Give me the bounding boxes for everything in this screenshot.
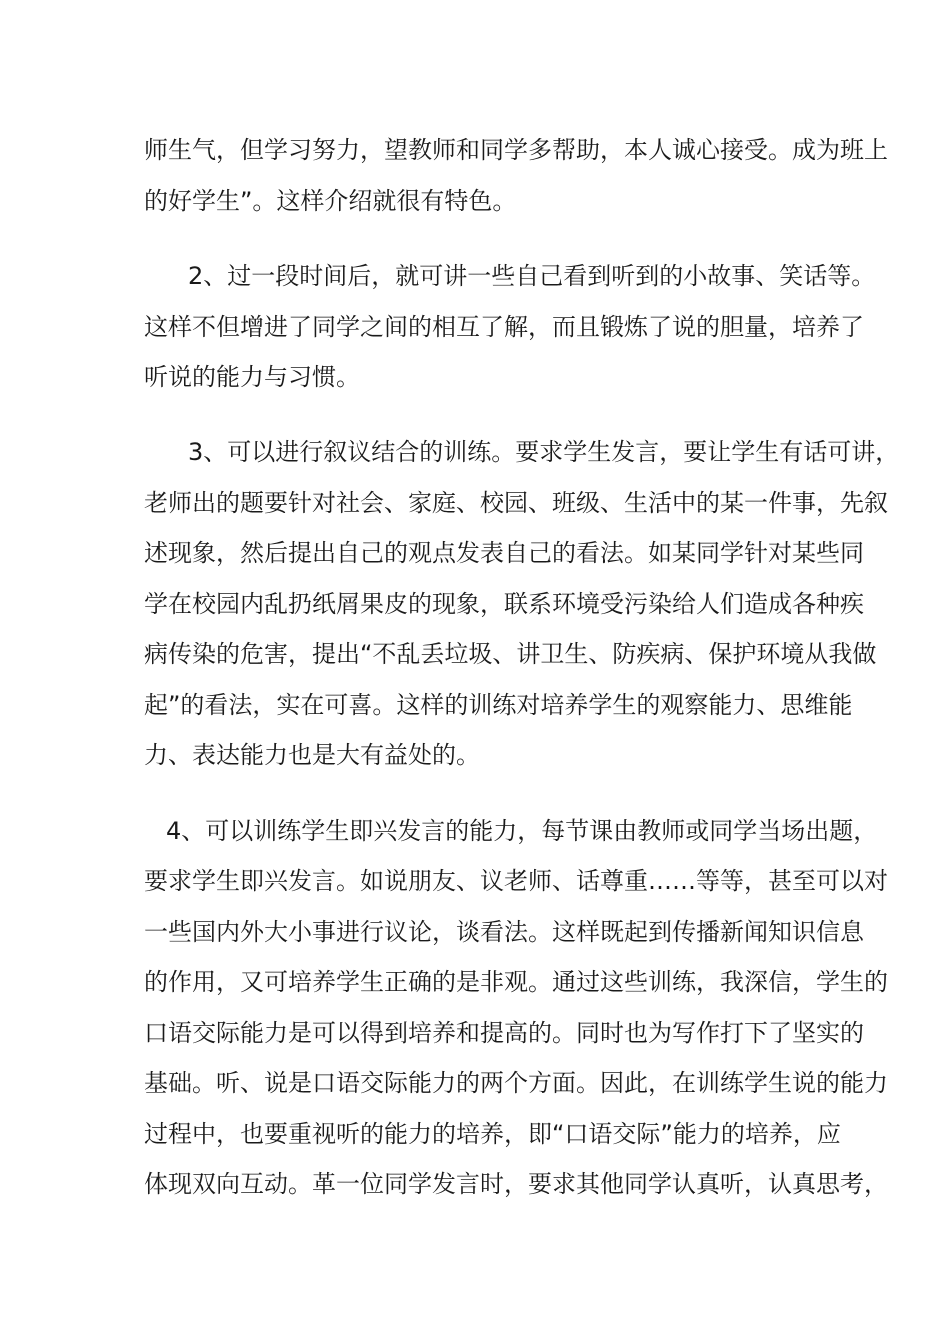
paragraph-3-line-1: 3、可以进行叙议结合的训练。要求学生发言，要让学生有话可讲， <box>188 438 900 466</box>
paragraph-3-line-5: 病传染的危害，提出“不乱丢垃圾、讲卫生、防疾病、保护环境从我做 <box>144 640 877 668</box>
paragraph-3-line-3: 述现象，然后提出自己的观点发表自己的看法。如某同学针对某些同 <box>144 539 864 567</box>
paragraph-0-line-1: 师生气，但学习努力，望教师和同学多帮助，本人诚心接受。成为班上 <box>144 136 888 164</box>
paragraph-4-line-3: 一些国内外大小事进行议论，谈看法。这样既起到传播新闻知识信息 <box>144 918 864 946</box>
paragraph-4-line-6: 基础。听、说是口语交际能力的两个方面。因此，在训练学生说的能力 <box>144 1069 888 1097</box>
paragraph-4-line-2: 要求学生即兴发言。如说朋友、议老师、话尊重……等等，甚至可以对 <box>144 867 888 895</box>
paragraph-4-line-8: 体现双向互动。革一位同学发言时，要求其他同学认真听，认真思考， <box>144 1170 888 1198</box>
paragraph-4-line-1: 4、可以训练学生即兴发言的能力，每节课由教师或同学当场出题， <box>166 817 878 845</box>
paragraph-4-line-4: 的作用，又可培养学生正确的是非观。通过这些训练，我深信，学生的 <box>144 968 888 996</box>
paragraph-3-line-2: 老师出的题要针对社会、家庭、校园、班级、生活中的某一件事，先叙 <box>144 489 888 517</box>
paragraph-3-line-6: 起”的看法，实在可喜。这样的训练对培养学生的观察能力、思维能 <box>144 691 853 719</box>
paragraph-3-line-7: 力、表达能力也是大有益处的。 <box>144 741 480 769</box>
paragraph-0-line-2: 的好学生”。这样介绍就很有特色。 <box>144 187 517 215</box>
paragraph-2-line-1: 2、过一段时间后，就可讲一些自己看到听到的小故事、笑话等。 <box>188 262 876 290</box>
paragraph-4-line-5: 口语交际能力是可以得到培养和提高的。同时也为写作打下了坚实的 <box>144 1019 864 1047</box>
paragraph-2-line-2: 这样不但增进了同学之间的相互了解，而且锻炼了说的胆量，培养了 <box>144 313 864 341</box>
paragraph-2-line-3: 听说的能力与习惯。 <box>144 363 360 391</box>
paragraph-4-line-7: 过程中，也要重视听的能力的培养，即“口语交际”能力的培养，应 <box>144 1120 841 1148</box>
paragraph-3-line-4: 学在校园内乱扔纸屑果皮的现象，联系环境受污染给人们造成各种疾 <box>144 590 864 618</box>
